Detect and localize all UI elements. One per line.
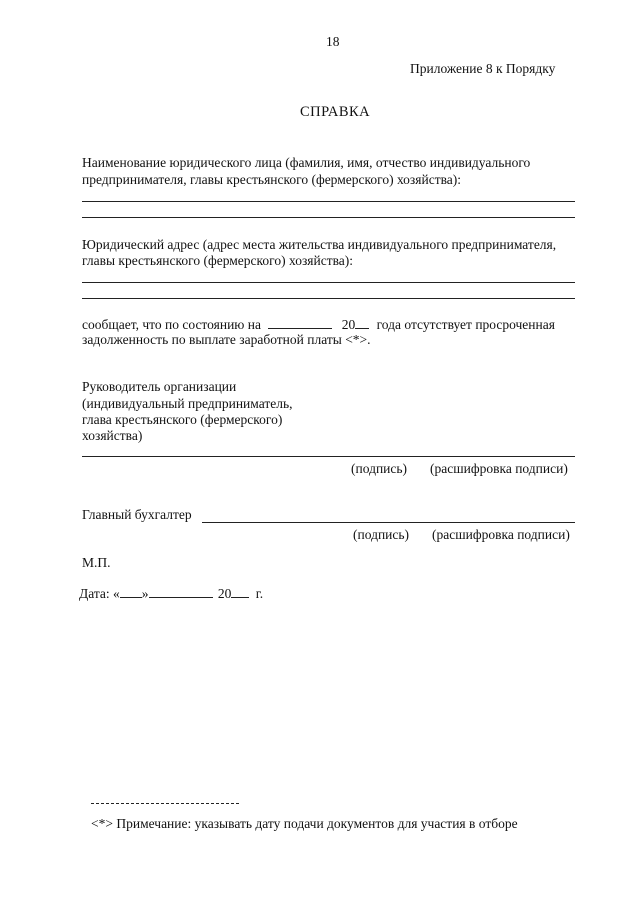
accountant-label: Главный бухгалтер (82, 507, 192, 522)
head-signature-field[interactable] (82, 456, 575, 457)
statement-year-field[interactable] (355, 316, 369, 329)
date-line (79, 585, 263, 602)
legal-address-label-line2: главы крестьянского (фермерского) хозяйства): (82, 253, 354, 268)
date-year-prefix: 20 (217, 586, 232, 601)
entity-name-label-line2: предпринимателя, главы крестьянского (фермерского) хозяйства): (82, 172, 462, 187)
date-close-quote: » (141, 586, 149, 601)
head-label-line2: (индивидуальный предприниматель, (82, 396, 293, 411)
head-label-line1: Руководитель организации (82, 379, 237, 394)
head-decode-caption: (расшифровка подписи) (430, 461, 568, 476)
date-label: Дата: « (79, 586, 120, 601)
accountant-decode-caption: (расшифровка подписи) (432, 527, 570, 542)
head-label-line3: глава крестьянского (фермерского) (82, 412, 283, 427)
head-label-line4: хозяйства) (82, 428, 143, 443)
appendix-reference: Приложение 8 к Порядку (410, 61, 556, 76)
date-year-field[interactable] (231, 585, 249, 598)
statement-prefix: сообщает, что по состоянию на (82, 317, 261, 332)
statement-line2: задолженность по выплате заработной платы <*>. (82, 332, 371, 347)
legal-address-label-line1: Юридический адрес (адрес места жительства индивидуального предпринимателя, (82, 237, 557, 252)
footnote-separator (91, 803, 239, 804)
legal-address-field-line1[interactable] (82, 282, 575, 283)
statement-year-prefix: 20 (341, 317, 356, 332)
entity-name-field-line1[interactable] (82, 201, 575, 202)
statement-date-field[interactable] (268, 316, 332, 329)
date-day-field[interactable] (120, 585, 142, 598)
head-signature-caption: (подпись) (351, 461, 408, 476)
footnote: <*> Примечание: указывать дату подачи документов для участия в отборе (91, 816, 518, 831)
stamp-place: М.П. (82, 555, 111, 570)
accountant-signature-caption: (подпись) (353, 527, 410, 542)
date-suffix: г. (255, 586, 264, 601)
accountant-signature-field[interactable] (202, 522, 575, 523)
document-title: СПРАВКА (300, 104, 371, 120)
legal-address-field-line2[interactable] (82, 298, 575, 299)
entity-name-label-line1: Наименование юридического лица (фамилия, имя, отчество индивидуального (82, 155, 531, 170)
entity-name-field-line2[interactable] (82, 217, 575, 218)
statement-suffix: года отсутствует просроченная (376, 317, 555, 332)
date-month-field[interactable] (149, 585, 213, 598)
page-number: 18 (326, 34, 340, 49)
